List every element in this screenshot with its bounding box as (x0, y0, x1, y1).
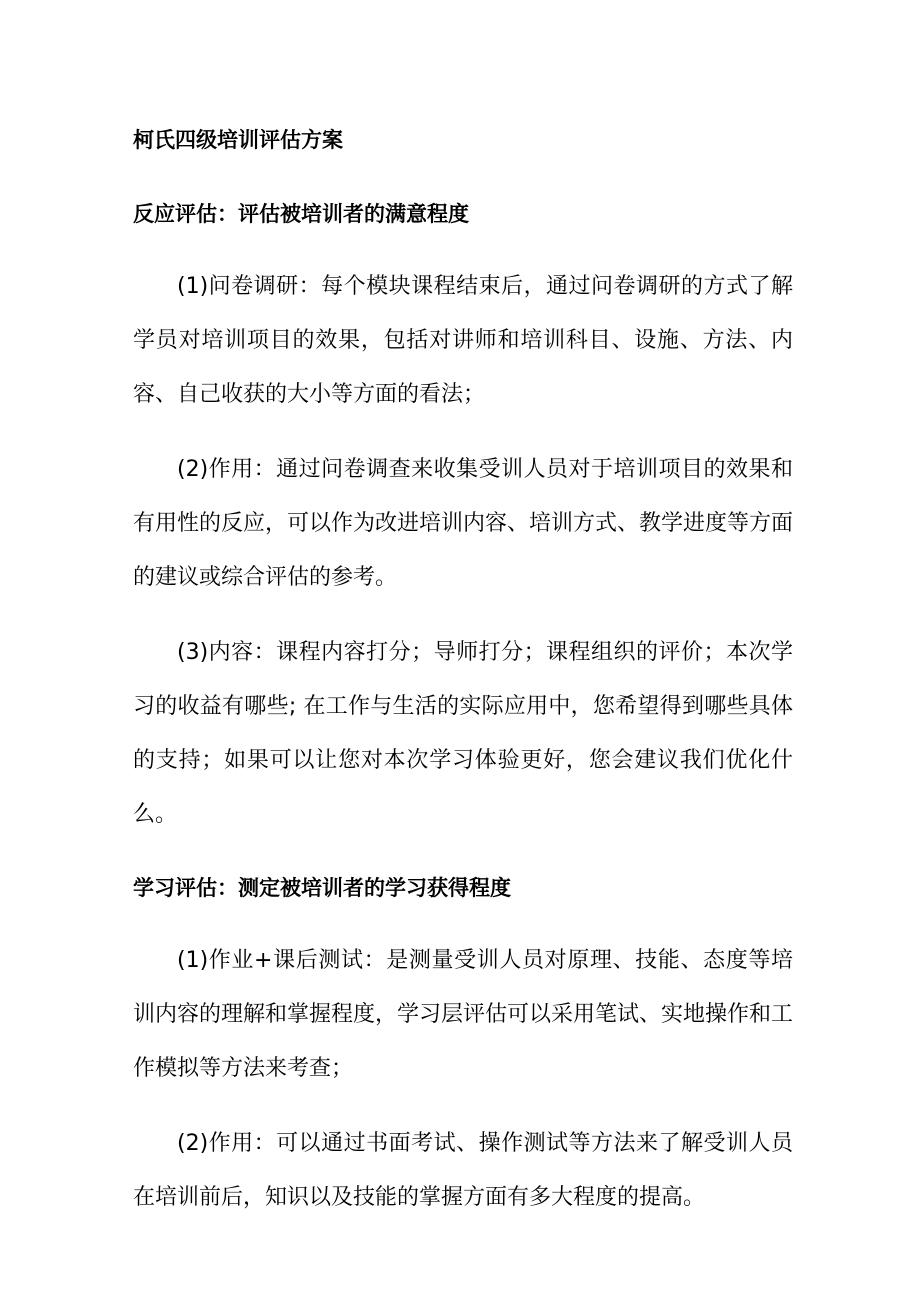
paragraph-homework-test: (1)作业+课后测试：是测量受训人员对原理、技能、态度等培训内容的理解和掌握程度，学习层评估可以采用笔试、实地操作和工作模拟等方法来考查； (133, 948, 794, 1081)
document-title: 柯氏四级培训评估方案 (133, 128, 343, 152)
section-heading-learning: 学习评估：测定被培训者的学习获得程度 (133, 876, 511, 900)
paragraph-reaction-purpose: (2)作用：通过问卷调查来收集受训人员对于培训项目的效果和有用性的反应，可以作为改进培训内容、培训方式、教学进度等方面的建议或综合评估的参考。 (133, 457, 794, 590)
paragraph-learning-purpose: (2)作用：可以通过书面考试、操作测试等方法来了解受训人员在培训前后，知识以及技能的掌握方面有多大程度的提高。 (133, 1131, 793, 1210)
paragraph-reaction-content: (3)内容：课程内容打分；导师打分；课程组织的评价；本次学习的收益有哪些; 在工作与生活的实际应用中，您希望得到哪些具体的支持；如果可以让您对本次学习体验更好，您会建议我们优化什么。 (133, 640, 793, 827)
document-body (133, 118, 793, 1225)
section-heading-reaction: 反应评估：评估被培训者的满意程度 (133, 202, 469, 226)
paragraph-questionnaire: (1)问卷调研：每个模块课程结束后，通过问卷调研的方式了解学员对培训项目的效果，包括对讲师和培训科目、设施、方法、内容、自己收获的大小等方面的看法； (133, 274, 793, 407)
